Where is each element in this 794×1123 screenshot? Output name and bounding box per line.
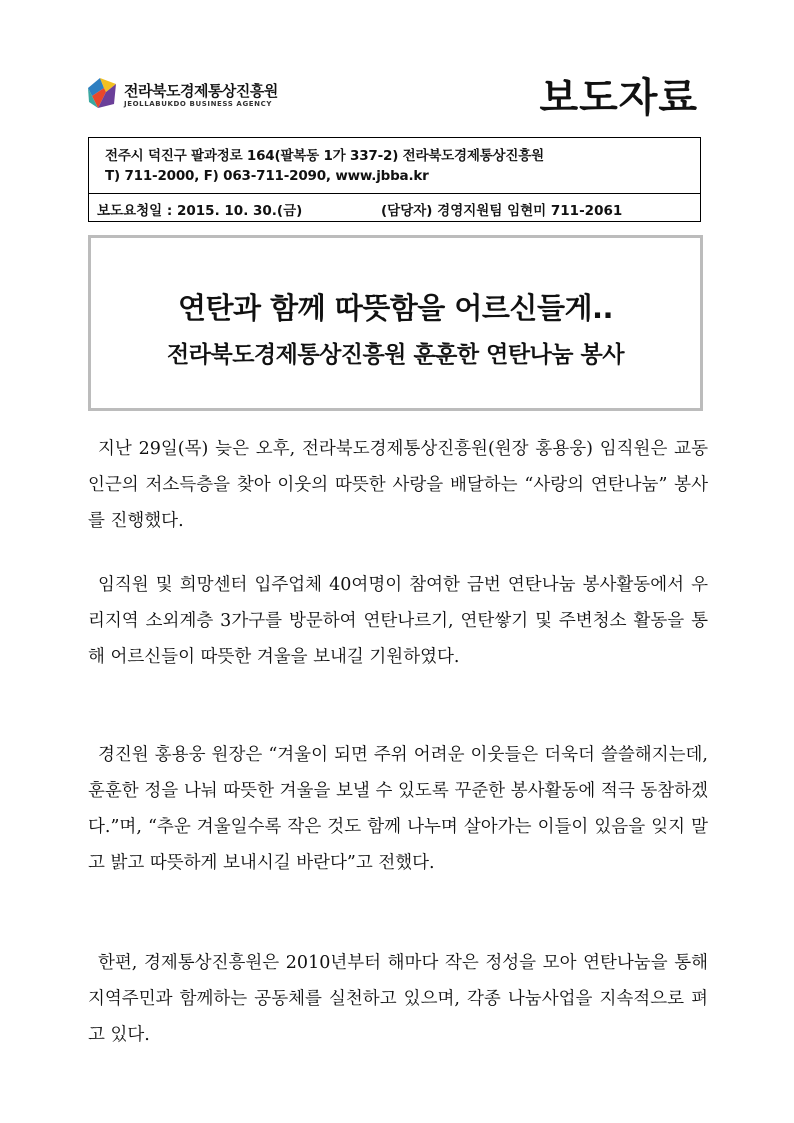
org-logo-mark-icon: [86, 74, 120, 112]
address-line: 전주시 덕진구 팔과정로 164(팔복동 1가 337-2) 전라북도경제통상진흥원: [105, 148, 544, 164]
headline-box: [88, 235, 703, 411]
request-date: 보도요청일 : 2015. 10. 30.(금): [97, 203, 303, 219]
paragraph-text: 임직원 및 희망센터 입주업체 40여명이 참여한 금번 연탄나눔 봉사활동에서 우리지역 소외계층 3가구를 방문하여 연탄나르기, 연탄쌓기 및 주변청소 활동을 통해 어르신들이 따뜻한 겨울을 보내길 기원하였다.: [88, 575, 708, 667]
info-divider: [89, 193, 700, 194]
org-name: 전라북도경제통상진흥원: [124, 82, 278, 100]
document-type-title: 보도자료: [539, 75, 698, 121]
body-paragraph-1: [88, 431, 708, 539]
body-paragraph-4: [88, 945, 708, 1053]
headline-sub: 전라북도경제통상진흥원 훈훈한 연탄나눔 봉사: [167, 342, 624, 368]
org-logo: [86, 72, 326, 118]
headline-main: 연탄과 함께 따뜻함을 어르신들게..: [177, 291, 614, 325]
body-paragraph-2: [88, 567, 708, 675]
paragraph-text: 지난 29일(목) 늦은 오후, 전라북도경제통상진흥원(원장 홍용웅) 임직원은 교동 인근의 저소득층을 찾아 이웃의 따뜻한 사랑을 배달하는 “사랑의 연탄나눔” 봉사를 진행했다.: [88, 439, 708, 531]
paragraph-text: 경진원 홍용웅 원장은 “겨울이 되면 주위 어려운 이웃들은 더욱더 쓸쓸해지는데, 훈훈한 정을 나눠 따뜻한 겨울을 보낼 수 있도록 꾸준한 봉사활동에 적극 동참하겠다.”며, “추운 겨울일수록 작은 것도 함께 나누며 살아가는 이들이 있음을 잊지 말고 밝고 따뜻하게 보내시길 바란다”고 전했다.: [88, 745, 708, 873]
paragraph-text: 한편, 경제통상진흥원은 2010년부터 해마다 작은 정성을 모아 연탄나눔을 통해 지역주민과 함께하는 공동체를 실천하고 있으며, 각종 나눔사업을 지속적으로 펴고 있다.: [88, 953, 708, 1045]
body-paragraph-3: [88, 737, 708, 881]
info-table: [88, 137, 701, 222]
person-in-charge: (담당자) 경영지원팀 임현미 711-2061: [381, 203, 623, 219]
contact-line: T) 711-2000, F) 063-711-2090, www.jbba.kr: [105, 168, 429, 184]
org-name-english: JEOLLABUKDO BUSINESS AGENCY: [124, 100, 273, 108]
